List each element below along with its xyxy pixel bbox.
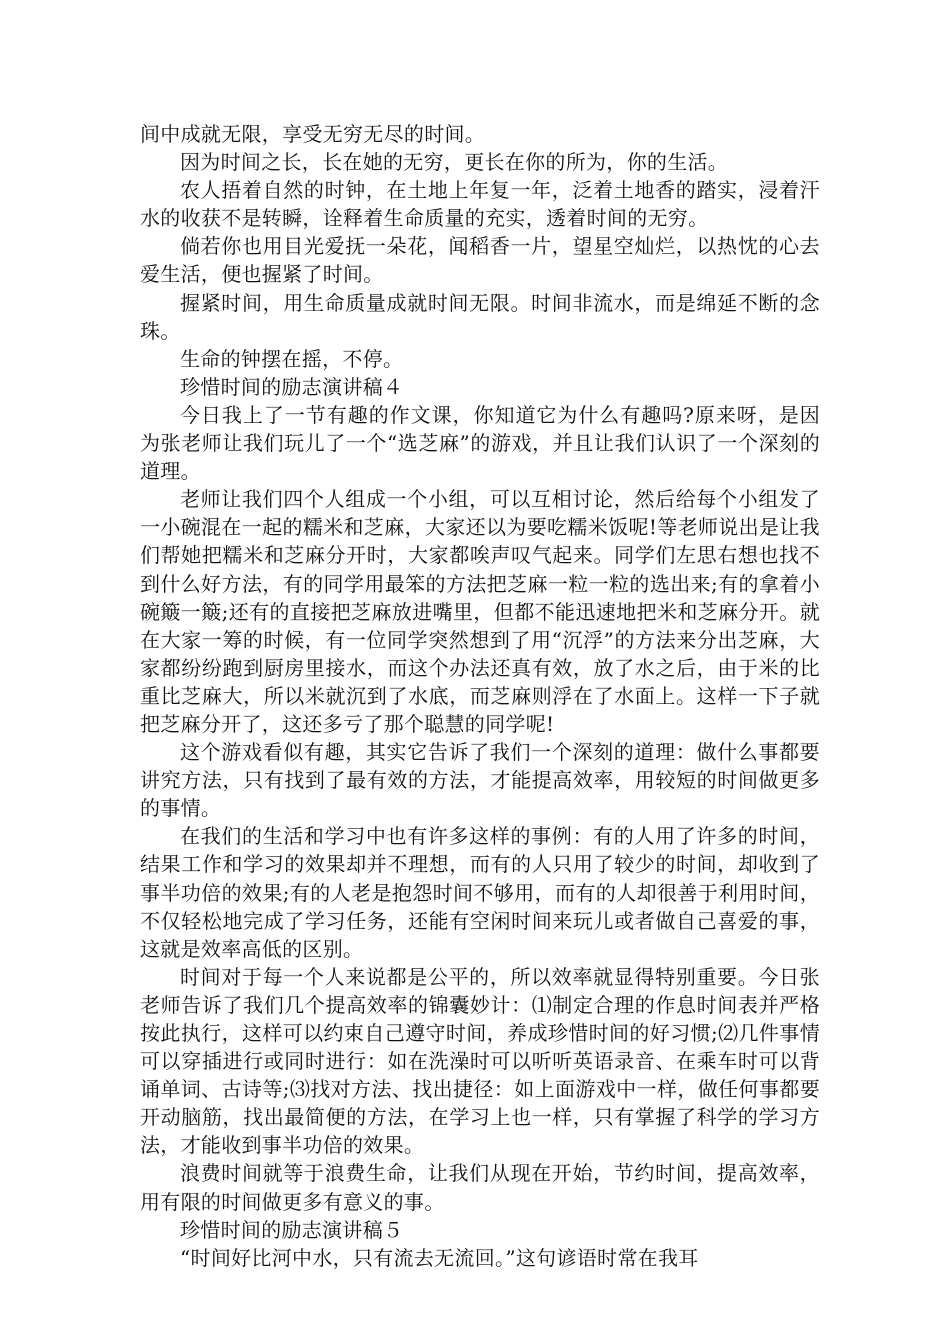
paragraph: 时间对于每一个人来说都是公平的，所以效率就显得特别重要。今日张老师告诉了我们几个提高效率的锦囊妙计：⑴制定合理的作息时间表并严格按此执行，这样可以约束自己遵守时间，养成珍惜时间的好习惯;⑵几件事情可以穿插进行或同时进行：如在洗澡时可以听听英语录音、在乘车时可以背诵单词、古诗等;⑶找对方法、找出捷径：如上面游戏中一样，做任何事都要开动脑筋，找出最简便的方法，在学习上也一样，只有掌握了科学的学习方法，才能收到事半功倍的效果。	[140, 964, 820, 1158]
paragraph: 农人捂着自然的时钟，在土地上年复一年，泛着土地香的踏实，浸着汗水的收获不是转瞬，诠释着生命质量的充实，透着时间的无穷。	[140, 178, 820, 231]
paragraph: “时间好比河中水，只有流去无流回。”这句谚语时常在我耳	[180, 1245, 699, 1270]
paragraph: 倘若你也用目光爱抚一朵花，闻稻香一片，望星空灿烂，以热忱的心去爱生活，便也握紧了时间。	[140, 234, 820, 287]
paragraph: 今日我上了一节有趣的作文课，你知道它为什么有趣吗?原来呀，是因为张老师让我们玩儿了一个“选芝麻”的游戏，并且让我们认识了一个深刻的道理。	[140, 402, 820, 484]
paragraph-continuation: 间中成就无限，享受无穷无尽的时间。	[140, 122, 486, 146]
paragraph: 握紧时间，用生命质量成就时间无限。时间非流水，而是绵延不断的念珠。	[140, 290, 820, 343]
section-heading: 珍惜时间的励志演讲稿５	[180, 1217, 404, 1242]
paragraph: 浪费时间就等于浪费生命，让我们从现在开始，节约时间，提高效率，用有限的时间做更多有意义的事。	[140, 1161, 820, 1214]
document-body	[140, 120, 820, 1272]
paragraph: 在我们的生活和学习中也有许多这样的事例：有的人用了许多的时间，结果工作和学习的效果却并不理想，而有的人只用了较少的时间，却收到了事半功倍的效果;有的人老是抱怨时间不够用，而有的人却很善于利用时间，不仅轻松地完成了学习任务，还能有空闲时间来玩儿或者做自己喜爱的事，这就是效率高低的区别。	[140, 824, 820, 961]
paragraph: 这个游戏看似有趣，其实它告诉了我们一个深刻的道理：做什么事都要讲究方法，只有找到了最有效的方法，才能提高效率，用较短的时间做更多的事情。	[140, 740, 820, 821]
section-heading: 珍惜时间的励志演讲稿４	[180, 374, 404, 399]
paragraph: 生命的钟摆在摇，不停。	[180, 346, 404, 371]
paragraph: 老师让我们四个人组成一个小组，可以互相讨论，然后给每个小组发了一小碗混在一起的糯米和芝麻，大家还以为要吃糯米饭呢!等老师说出是让我们帮她把糯米和芝麻分开时，大家都唉声叹气起来。同学们左思右想也找不到什么好方法，有的同学用最笨的方法把芝麻一粒一粒的选出来;有的拿着小碗簸一簸;还有的直接把芝麻放进嘴里，但都不能迅速地把米和芝麻分开。就在大家一筹的时候，有一位同学突然想到了用“沉浮”的方法来分出芝麻，大家都纷纷跑到厨房里接水，而这个办法还真有效，放了水之后，由于米的比重比芝麻大，所以米就沉到了水底，而芝麻则浮在了水面上。这样一下子就把芝麻分开了，这还多亏了那个聪慧的同学呢!	[140, 487, 820, 736]
paragraph: 因为时间之长，长在她的无穷，更长在你的所为，你的生活。	[180, 150, 729, 175]
